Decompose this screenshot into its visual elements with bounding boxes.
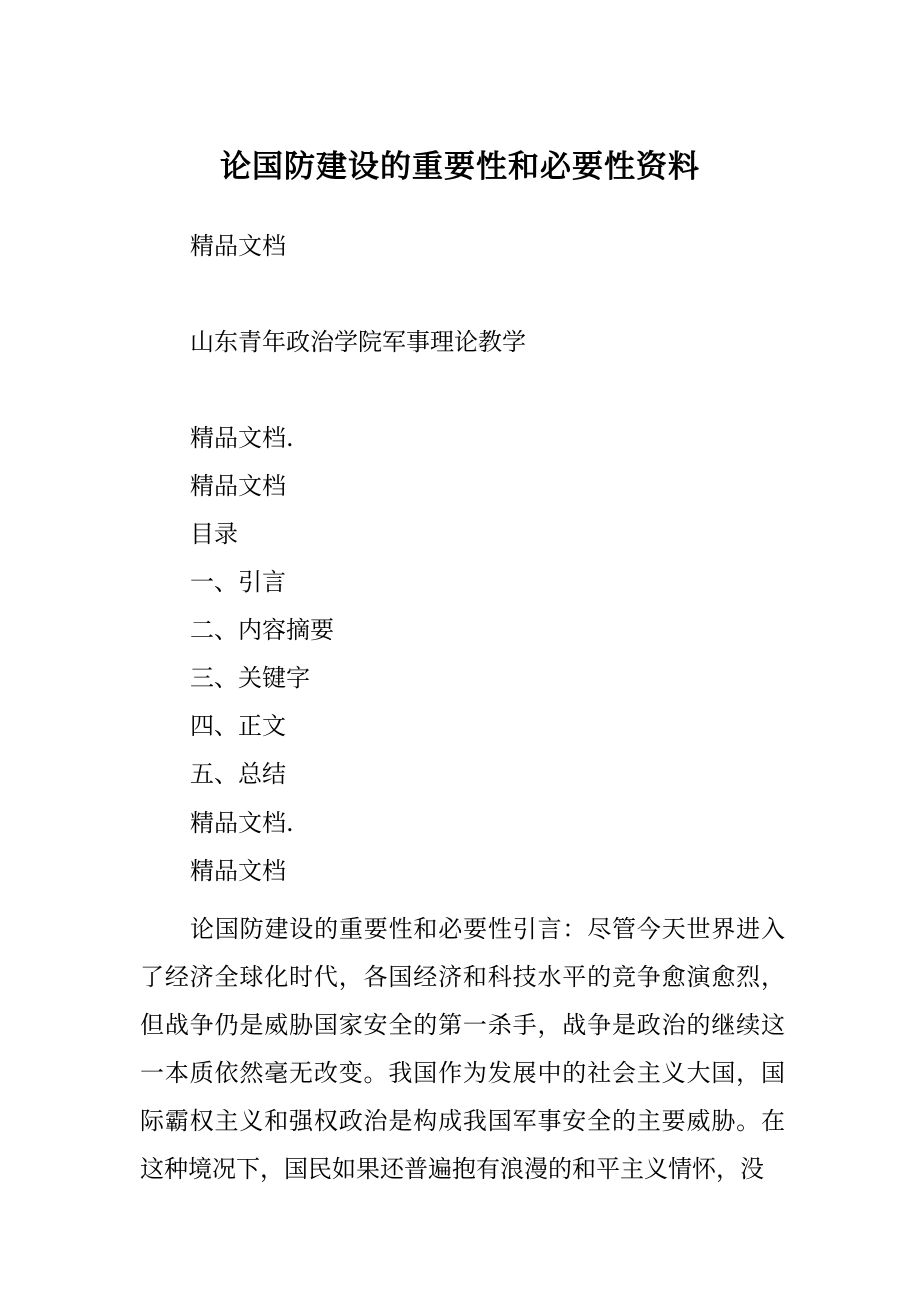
toc-item: 三、关键字 bbox=[190, 664, 310, 692]
toc-item: 五、总结 bbox=[190, 760, 286, 788]
watermark-line: 精品文档. bbox=[190, 809, 294, 837]
school-line: 山东青年政治学院军事理论教学 bbox=[190, 328, 526, 356]
toc-item: 二、内容摘要 bbox=[190, 616, 334, 644]
watermark-line: 精品文档 bbox=[190, 472, 286, 500]
toc-heading: 目录 bbox=[190, 520, 238, 548]
body-paragraph: 论国防建设的重要性和必要性引言：尽管今天世界进入了经济全球化时代，各国经济和科技水平的竞争愈演愈烈，但战争仍是威胁国家安全的第一杀手，战争是政治的继续这一本质依然毫无改变。我国作为发展中的社会主义大国，国际霸权主义和强权政治是构成我国军事安全的主要威胁。在这种境况下，国民如果还普遍抱有浪漫的和平主义情怀，没 bbox=[140, 915, 785, 1183]
toc-item: 一、引言 bbox=[190, 568, 286, 596]
watermark-line: 精品文档 bbox=[190, 232, 286, 260]
document-title: 论国防建设的重要性和必要性资料 bbox=[220, 149, 700, 185]
watermark-line: 精品文档 bbox=[190, 857, 286, 885]
toc-item: 四、正文 bbox=[190, 712, 286, 740]
watermark-line: 精品文档. bbox=[190, 424, 294, 452]
